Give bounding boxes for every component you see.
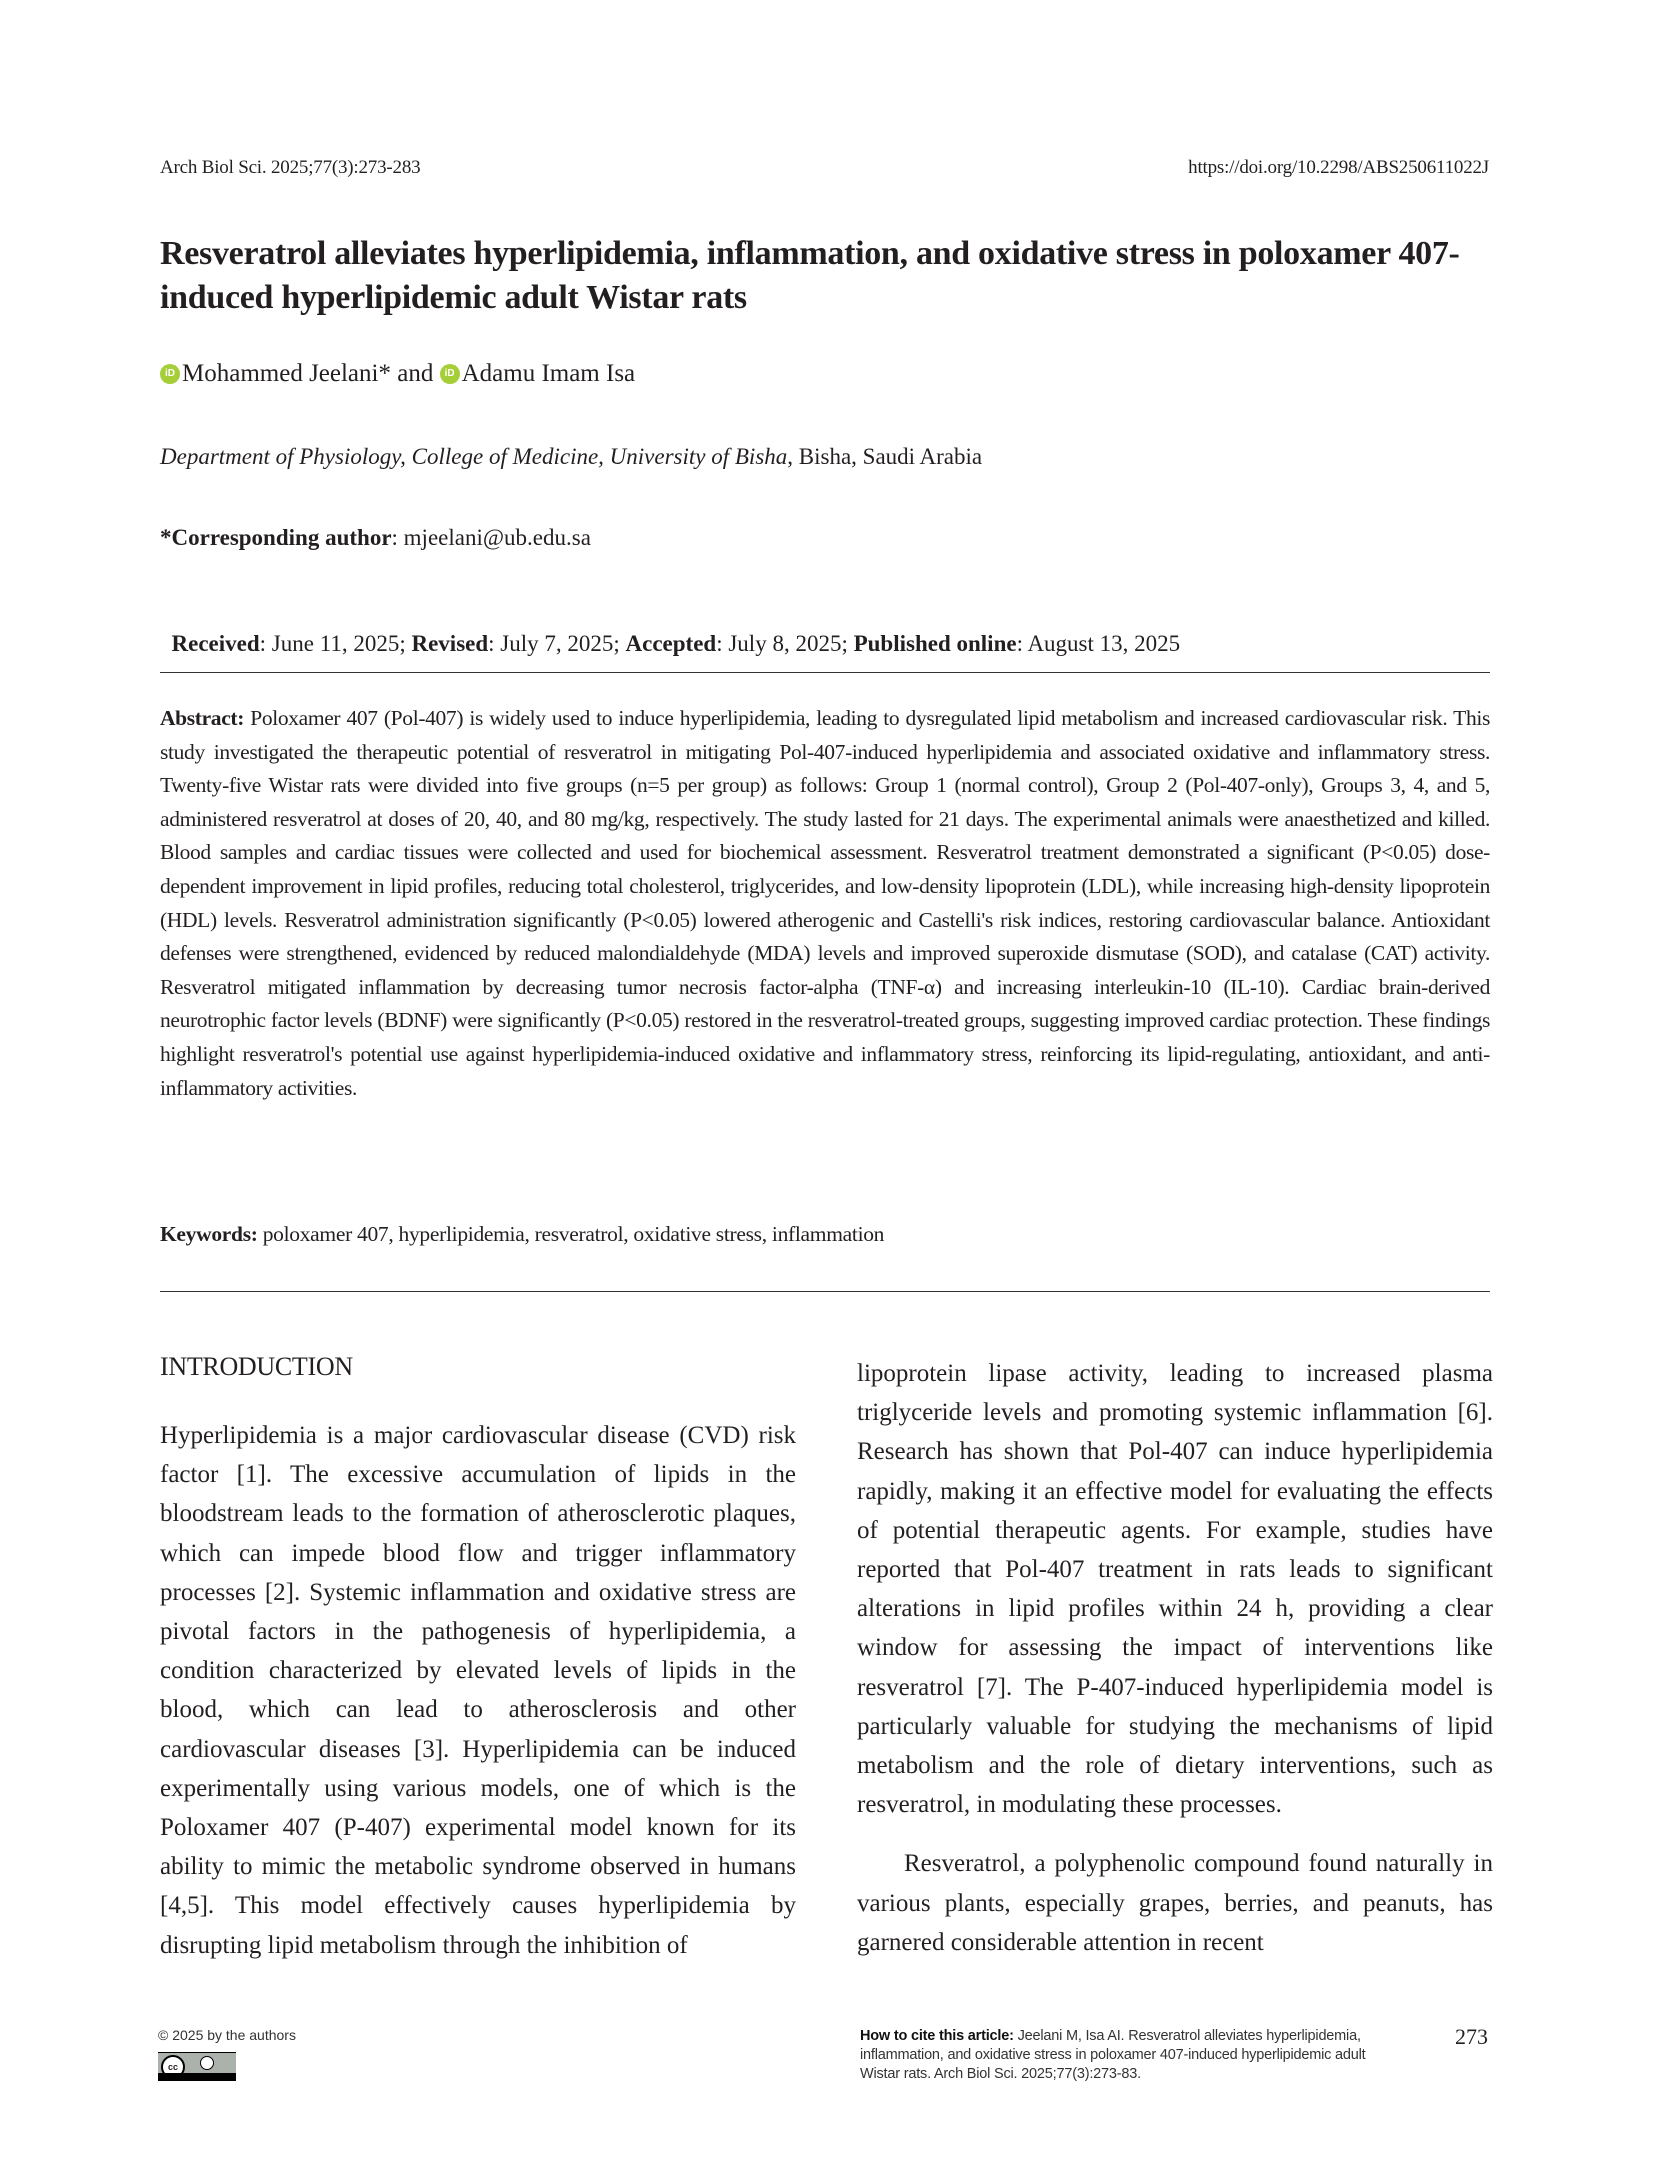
orcid-icon[interactable]: iD xyxy=(160,364,180,384)
divider xyxy=(160,672,1490,673)
abstract xyxy=(160,702,1490,1105)
paragraph: Resveratrol, a polyphenolic compound found naturally in various plants, especially grapes, berries, and peanuts, has garnered considerable attention in recent xyxy=(857,1850,1493,1956)
affiliation-location: , Bisha, Saudi Arabia xyxy=(787,444,983,469)
corresponding-label: *Corresponding author xyxy=(160,525,392,550)
article-title: Resveratrol alleviates hyperlipidemia, inflammation, and oxidative stress in poloxamer 407-induced hyperlipidemic adult Wistar rats xyxy=(160,235,1460,316)
accepted-date: : July 8, 2025; xyxy=(716,631,854,656)
journal-reference: Arch Biol Sci. 2025;77(3):273-283 xyxy=(160,157,421,178)
right-column xyxy=(857,1354,1493,1962)
published-label: Published online xyxy=(853,631,1017,656)
doi-link[interactable]: https://doi.org/10.2298/ABS250611022J xyxy=(1188,157,1489,178)
author-name: Mohammed Jeelani* xyxy=(182,360,391,387)
abstract-text: Poloxamer 407 (Pol-407) is widely used to induce hyperlipidemia, leading to dysregulated lipid metabolism and increased cardiovascular risk. This study investigated the therapeutic potential of resveratrol in mitigating Pol-407-induced hyperlipidemia and associated oxidative and inflammatory stress. Twenty-five Wistar rats were divided into five groups (n=5 per group) as follows: Group 1 (normal control), Group 2 (Pol-407-only), Groups 3, 4, and 5, administered resveratrol at doses of 20, 40, and 80 mg/kg, respectively. The study lasted for 21 days. The experimental animals were anaesthetized and killed. Blood samples and cardiac tissues were collected and used for biochemical assessment. Resveratrol treatment demonstrated a significant (P<0.05) dose-dependent improvement in lipid profiles, reducing total cholesterol, triglycerides, and low-density lipoprotein (LDL), while increasing high-density lipoprotein (HDL) levels. Resveratrol administration significantly (P<0.05) lowered atherogenic and Castelli's risk indices, restoring cardiovascular balance. Antioxidant defenses were strengthened, evidenced by reduced malondialdehyde (MDA) levels and improved superoxide dismutase (SOD), and catalase (CAT) activity. Resveratrol mitigated inflammation by decreasing tumor necrosis factor-alpha (TNF-α) and increasing interleukin-10 (IL-10). Cardiac brain-derived neurotrophic factor levels (BDNF) were significantly (P<0.05) restored in the resveratrol-treated groups, suggesting improved cardiac protection. These findings highlight resveratrol's potential use against hyperlipidemia-induced oxidative and inflammatory stress, reinforcing its lipid-regulating, antioxidant, and anti-inflammatory activities. xyxy=(160,706,1490,1100)
author-name: Adamu Imam Isa xyxy=(461,360,636,387)
cite-label: How to cite this article: xyxy=(860,2028,1014,2044)
paragraph: Hyperlipidemia is a major cardiovascular disease (CVD) risk factor [1]. The excessive accumulation of lipids in the bloodstream leads to the formation of atherosclerotic plaques, which can impede blood flow and trigger inflammatory processes [2]. Systemic inflammation and oxidative stress are pivotal factors in the pathogenesis of hyperlipidemia, a condition characterized by elevated levels of lipids in the blood, which can lead to atherosclerosis and other cardiovascular diseases [3]. Hyperlipidemia can be induced experimentally using various models, one of which is the Poloxamer 407 (P-407) experimental model known for its ability to mimic the metabolic syndrome observed in humans [4,5]. This model effectively causes hyperlipidemia by disrupting lipid metabolism through the inhibition of xyxy=(160,1422,796,1959)
affiliation xyxy=(160,444,982,470)
section-heading-introduction: INTRODUCTION xyxy=(160,1352,353,1381)
abstract-label: Abstract: xyxy=(160,706,245,730)
cc-by-license-icon[interactable] xyxy=(158,2052,236,2081)
attribution-person-icon xyxy=(200,2056,214,2070)
author-list xyxy=(160,360,635,388)
keywords-label: Keywords: xyxy=(160,1222,258,1246)
cc-icon: cc xyxy=(161,2055,185,2079)
citation-note xyxy=(860,2027,1400,2084)
orcid-icon[interactable]: iD xyxy=(440,364,460,384)
received-date: : June 11, 2025; xyxy=(259,631,412,656)
keywords-text: poloxamer 407, hyperlipidemia, resveratrol, oxidative stress, inflammation xyxy=(257,1222,885,1246)
corresponding-email[interactable]: : mjeelani@ub.edu.sa xyxy=(391,525,591,550)
affiliation-department: Department of Physiology, College of Medicine, University of Bisha xyxy=(160,444,788,469)
cite-text: Jeelani M, Isa AI. Resveratrol alleviates hyperlipidemia, inflammation, and oxidative stress in poloxamer 407-induced hyperlipidemic adult Wistar rats. Arch Biol Sci. 2025;77(3):273-83. xyxy=(860,2028,1366,2082)
revised-date: : July 7, 2025; xyxy=(488,631,626,656)
copyright-notice: © 2025 by the authors xyxy=(158,2027,296,2043)
keywords xyxy=(160,1222,884,1247)
accepted-label: Accepted xyxy=(625,631,717,656)
left-column xyxy=(160,1416,796,1965)
paragraph: lipoprotein lipase activity, leading to increased plasma triglyceride levels and promoting systemic inflammation [6]. Research has shown that Pol-407 can induce hyperlipidemia rapidly, making it an effective model for evaluating the effects of potential therapeutic agents. For example, studies have reported that Pol-407 treatment in rats leads to significant alterations in lipid profiles within 24 h, providing a clear window for assessing the impact of interventions like resveratrol [7]. The P-407-induced hyperlipidemia model is particularly valuable for studying the mechanisms of lipid metabolism and the role of dietary interventions, such as resveratrol, in modulating these processes. xyxy=(857,1360,1493,1819)
page-number: 273 xyxy=(1455,2024,1488,2049)
received-label: Received xyxy=(171,631,260,656)
license-strip xyxy=(158,2073,236,2081)
divider xyxy=(160,1291,1490,1292)
publication-dates xyxy=(160,605,1180,657)
author-conjunction: and xyxy=(390,360,440,387)
published-date: : August 13, 2025 xyxy=(1016,631,1181,656)
corresponding-author xyxy=(160,525,591,551)
revised-label: Revised xyxy=(411,631,489,656)
